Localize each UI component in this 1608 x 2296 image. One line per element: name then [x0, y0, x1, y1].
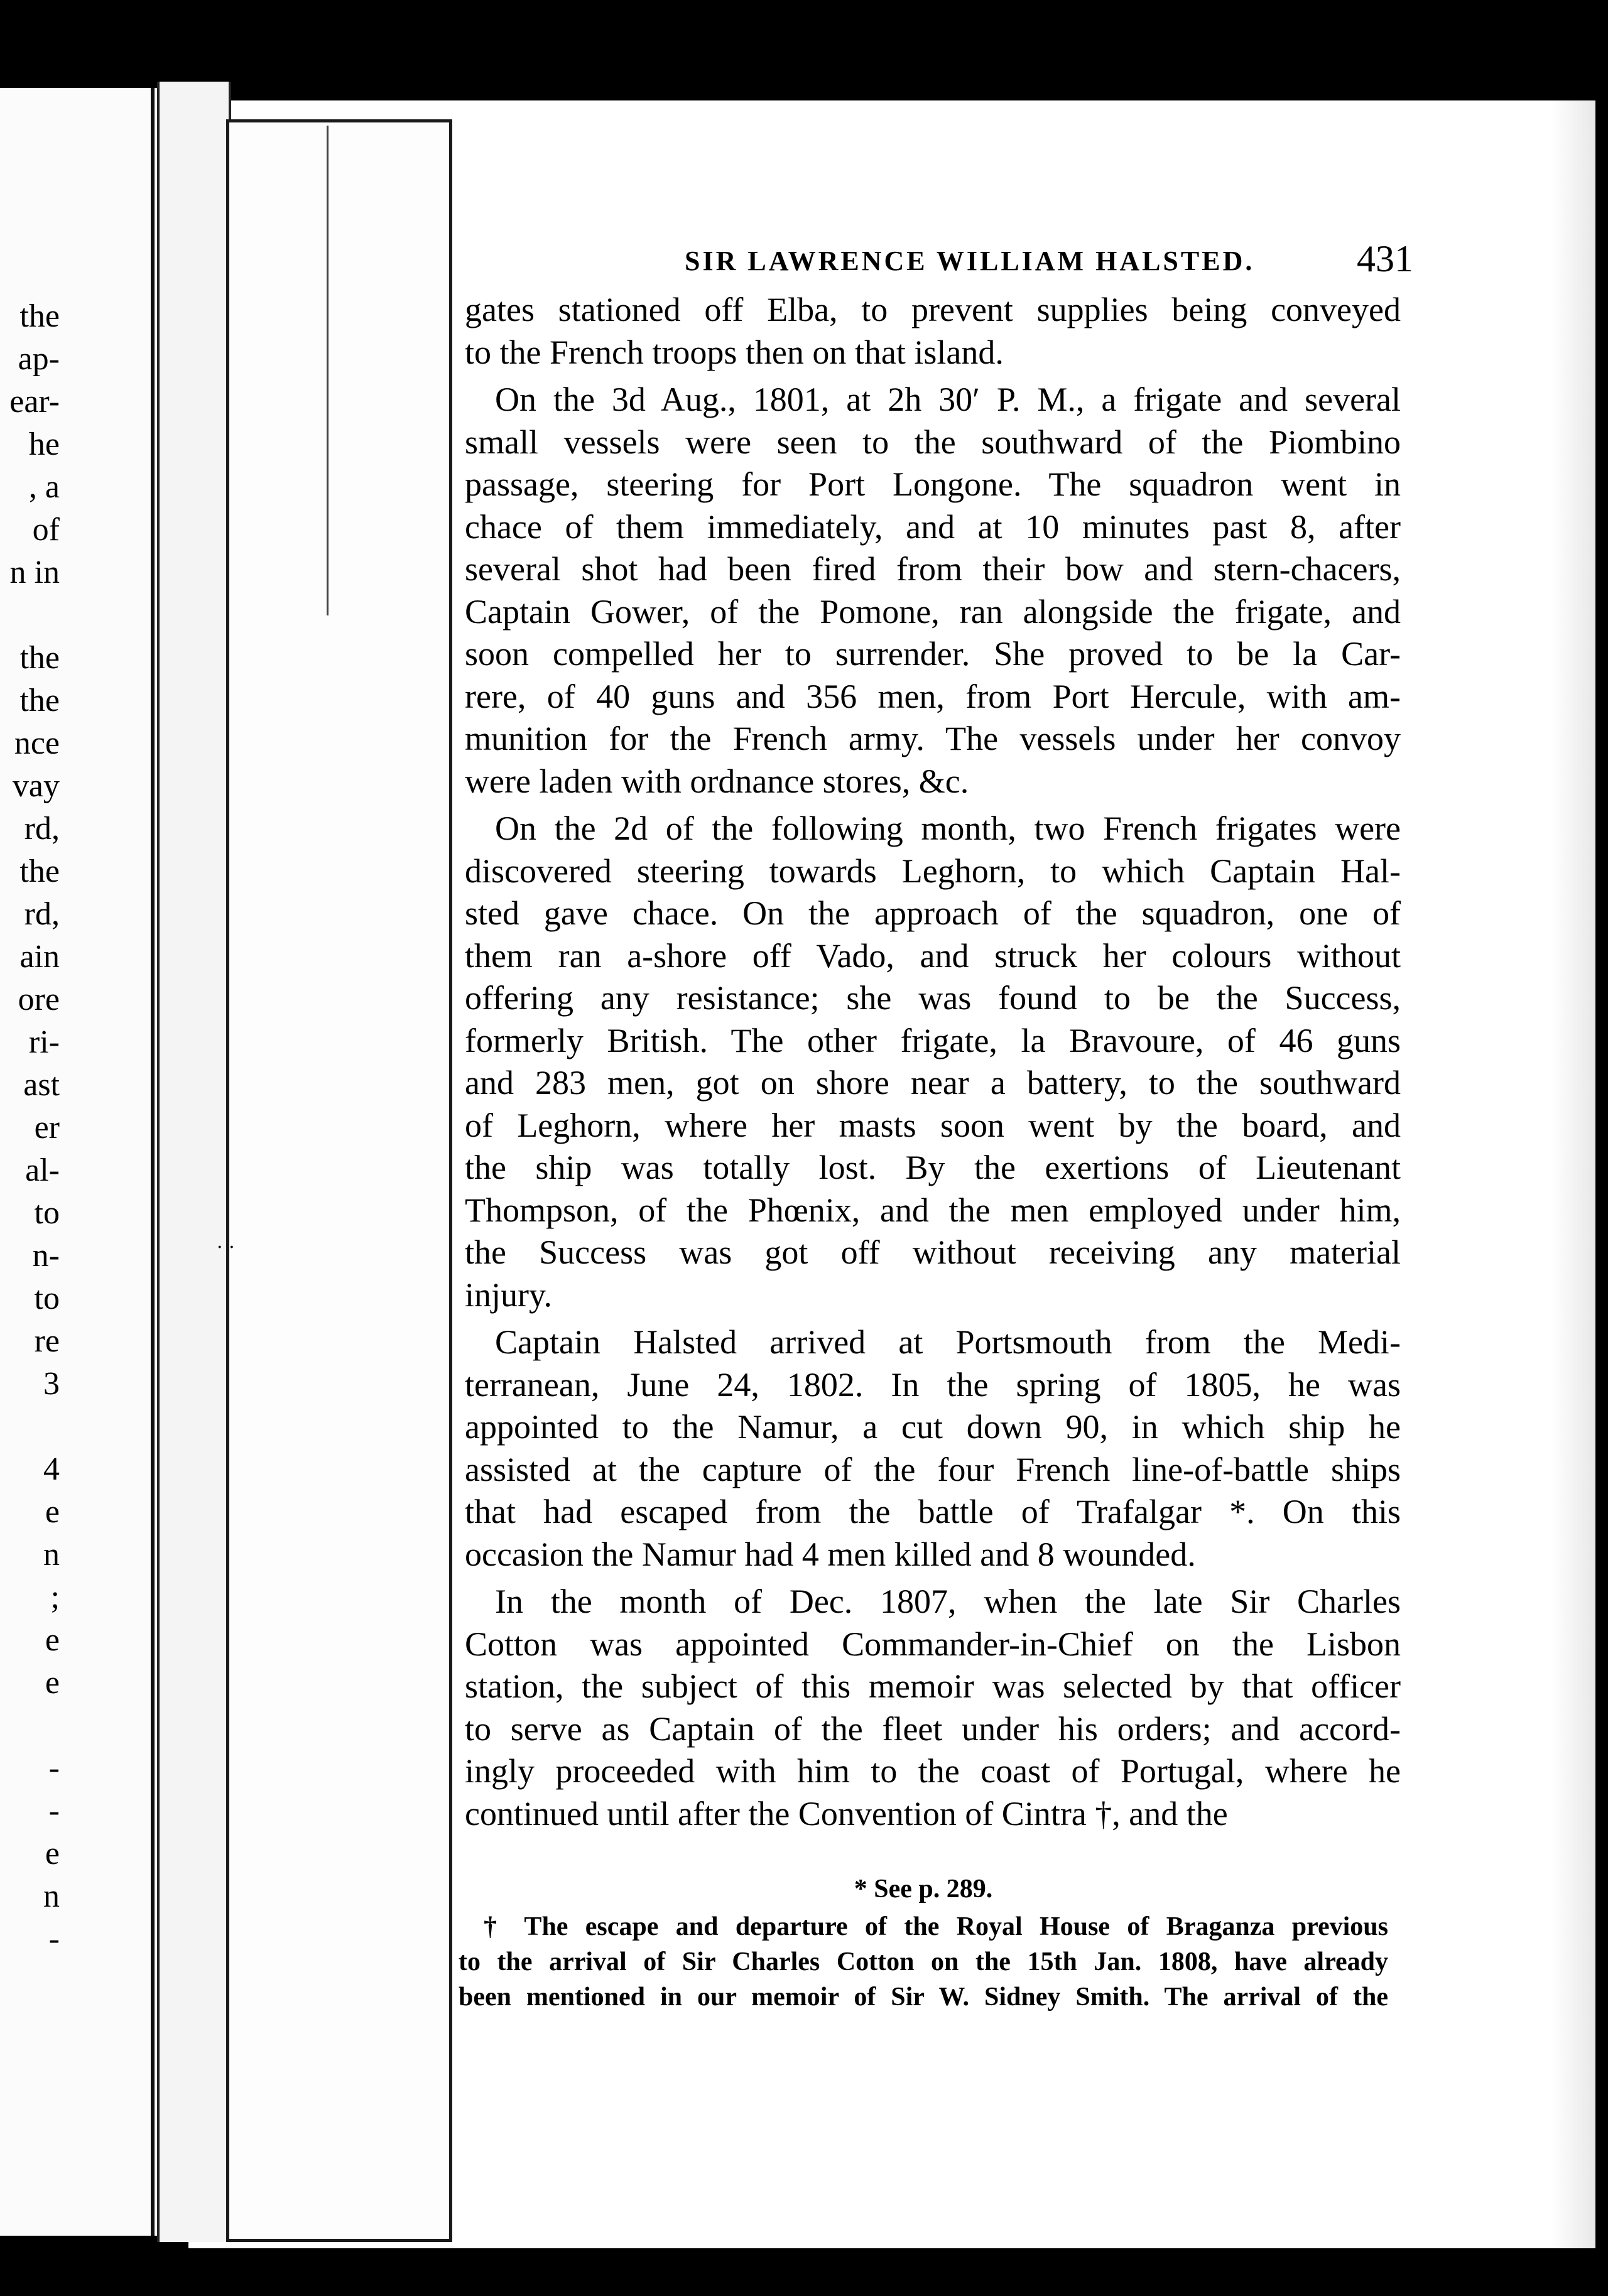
text-line: occasion the Namur had 4 men killed and 8 wounded.: [465, 1535, 1196, 1573]
facing-page-line: he: [28, 426, 60, 462]
facing-page-line: -: [48, 1921, 60, 1957]
facing-page-line: 4: [43, 1451, 60, 1487]
facing-page-line: ap-: [18, 341, 60, 377]
text-line: small vessels were seen to the southward of the Piombino: [465, 423, 1401, 461]
facing-page-line: the: [19, 640, 60, 676]
text-line: were laden with ordnance stores, &c.: [465, 762, 969, 800]
facing-page-line: -: [48, 1793, 60, 1829]
text-line: chace of them immediately, and at 10 minutes past 8, after: [465, 507, 1401, 546]
text-line: offering any resistance; she was found to be the Success,: [465, 979, 1401, 1017]
facing-page-line: of: [32, 512, 60, 548]
text-line: them ran a-shore off Vado, and struck her colours without: [465, 936, 1401, 975]
facing-page-line: n in: [9, 555, 60, 590]
facing-page-line: ain: [19, 939, 60, 975]
facing-page-line: e: [45, 1836, 60, 1871]
inserted-paper-strip: [226, 119, 452, 2242]
text-line: Cotton was appointed Commander-in-Chief on the Lisbon: [465, 1625, 1401, 1663]
footnote-dagger: [459, 1909, 1388, 2015]
facing-page-line: [0, 1704, 60, 1747]
facing-page-line: er: [34, 1110, 60, 1145]
strip-crease: [327, 126, 329, 615]
facing-page-line: , a: [28, 469, 60, 505]
text-line: of Leghorn, where her masts soon went by the board, and: [465, 1106, 1401, 1144]
footnote-line: to the arrival of Sir Charles Cotton on the 15th Jan. 1808, have already: [459, 1947, 1388, 1976]
facing-page-line: the: [19, 298, 60, 334]
text-line: Captain Gower, of the Pomone, ran alongside the frigate, and: [465, 592, 1401, 631]
body-text: [465, 289, 1401, 1835]
facing-page-line: [0, 1405, 60, 1448]
facing-page-line: [0, 594, 60, 637]
binding-gutter: [157, 82, 231, 2242]
facing-page-line: the: [19, 853, 60, 889]
text-line: rere, of 40 guns and 356 men, from Port Hercule, with am-: [465, 677, 1401, 715]
text-line: Thompson, of the Phœnix, and the men employed under him,: [465, 1191, 1401, 1229]
text-line: assisted at the capture of the four French line-of-battle ships: [465, 1450, 1401, 1488]
text-line: appointed to the Namur, a cut down 90, in which ship he: [465, 1408, 1401, 1446]
text-line: and 283 men, got on shore near a battery, to the southward: [465, 1064, 1401, 1102]
text-line: On the 3d Aug., 1801, at 2h 30′ P. M., a frigate and several: [495, 381, 1401, 418]
text-line: soon compelled her to surrender. She proved to be la Car-: [465, 635, 1401, 673]
text-line: several shot had been fired from their bow and stern-chacers,: [465, 550, 1401, 588]
facing-page-line: -: [48, 1750, 60, 1786]
facing-page-line: n: [43, 1878, 60, 1914]
facing-page-line: nce: [14, 725, 60, 761]
text-line: the Success was got off without receiving any material: [465, 1233, 1401, 1271]
facing-page-line: e: [45, 1494, 60, 1530]
facing-page-line: n-: [32, 1238, 60, 1274]
text-line: injury.: [465, 1275, 552, 1314]
text-line: that had escaped from the battle of Trafalgar *. On this: [465, 1493, 1401, 1530]
facing-page-line: ore: [18, 982, 60, 1017]
text-line: passage, steering for Port Longone. The squadron went in: [465, 465, 1401, 503]
text-line: station, the subject of this memoir was selected by that officer: [465, 1667, 1401, 1705]
text-line: to the French troops then on that island.: [465, 333, 1004, 371]
page-number: 431: [1357, 238, 1413, 279]
facing-page-line: ast: [23, 1067, 60, 1103]
text-line: to serve as Captain of the fleet under his orders; and accord-: [465, 1709, 1401, 1748]
facing-page-text: [0, 295, 60, 1961]
page-header: [685, 238, 1413, 289]
facing-page-line: ear-: [9, 384, 60, 420]
facing-page-line: the: [19, 683, 60, 718]
text-line: munition for the French army. The vessels under her convoy: [465, 720, 1401, 757]
facing-page-line: ;: [50, 1579, 60, 1615]
page-edge-shadow: [1551, 100, 1595, 2248]
footnote-line: † The escape and departure of the Royal House of Braganza previous: [484, 1912, 1388, 1941]
text-line: continued until after the Convention of Cintra †, and the: [465, 1794, 1228, 1833]
running-head: SIR LAWRENCE WILLIAM HALSTED.: [685, 246, 1255, 276]
facing-page-line: rd,: [24, 811, 60, 847]
text-line: terranean, June 24, 1802. In the spring of 1805, he was: [465, 1365, 1401, 1404]
footnote-line: been mentioned in our memoir of Sir W. Sidney Smith. The arrival of the: [459, 1983, 1388, 2012]
facing-page-edge: [151, 88, 155, 2236]
text-line: discovered steering towards Leghorn, to which Captain Hal-: [465, 852, 1401, 890]
facing-page-line: to: [34, 1195, 60, 1231]
text-line: the ship was totally lost. By the exertions of Lieutenant: [465, 1149, 1401, 1186]
facing-page-line: al-: [25, 1152, 60, 1188]
margin-marks: . .: [217, 1231, 235, 1253]
facing-page-line: vay: [12, 768, 60, 804]
text-line: gates stationed off Elba, to prevent supplies being conveyed: [465, 291, 1401, 328]
facing-page-line: re: [34, 1323, 60, 1359]
text-line: ingly proceeded with him to the coast of Portugal, where he: [465, 1752, 1401, 1790]
scan-bottom-border: [0, 2248, 1608, 2296]
facing-page-line: e: [45, 1622, 60, 1658]
text-line: formerly British. The other frigate, la Bravoure, of 46 guns: [465, 1021, 1401, 1059]
text-line: sted gave chace. On the approach of the squadron, one of: [465, 894, 1401, 932]
facing-page-line: rd,: [24, 896, 60, 932]
facing-page-line: to: [34, 1281, 60, 1316]
facing-page-line: ri-: [28, 1024, 60, 1060]
text-line: Captain Halsted arrived at Portsmouth from the Medi-: [495, 1323, 1401, 1361]
facing-page-line: e: [45, 1665, 60, 1701]
facing-page-line: 3: [43, 1366, 60, 1402]
text-line: On the 2d of the following month, two French frigates were: [495, 810, 1401, 847]
facing-page-line: n: [43, 1537, 60, 1573]
footnotes: [459, 1871, 1388, 2015]
footnote-star: * See p. 289.: [854, 1875, 993, 1903]
text-line: In the month of Dec. 1807, when the late Sir Charles: [495, 1583, 1401, 1620]
